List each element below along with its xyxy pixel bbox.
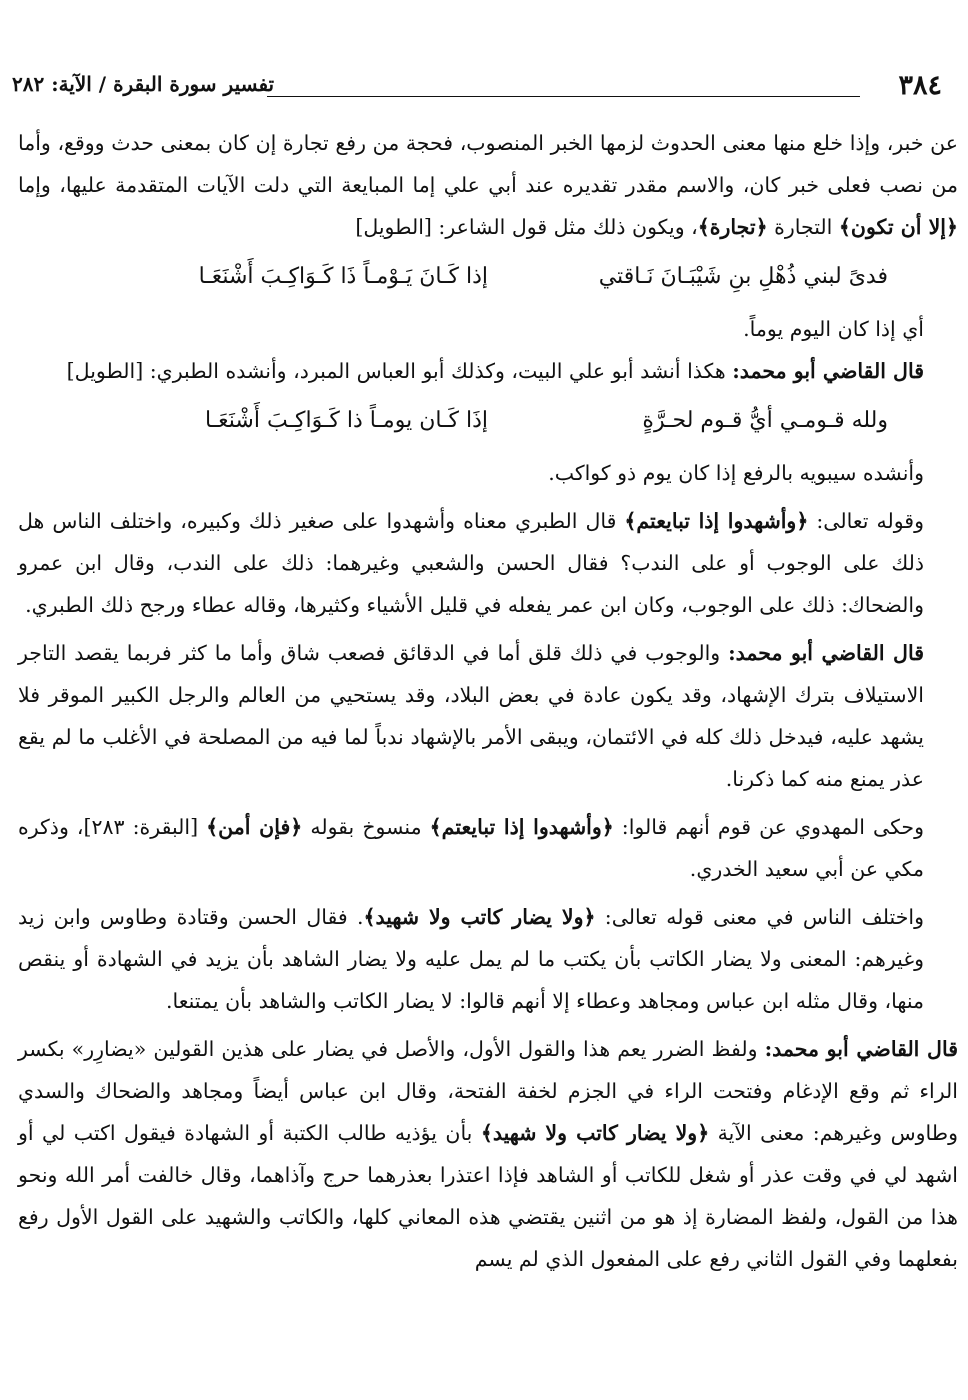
paragraph-5: [18, 500, 958, 626]
paragraph-8-text: . فقال الحسن وقتادة وطاوس وابن زيد وغيرهم: المعنى ولا يضار الكاتب بأن يكتب ما لم يمل عليه ولا يضار الشاهد بأن يزيد في الشهادة أو ينقص منها، وقال مثله ابن عباس ومجاهد وعطاء إلا أنهم قالوا: لا يضار الكاتب والشاهد بأن يمتنعا.: [18, 905, 924, 1013]
page-number: ٣٨٤: [898, 70, 942, 101]
verse-second-hemistich: إذا كَـانَ يَـوْمـاً ذَا كَـوَاكِـبَ أَشْنَعَـا: [198, 264, 488, 289]
paragraph-9: [18, 1028, 958, 1280]
paragraph-1: [18, 122, 958, 248]
page-body: [18, 122, 958, 1280]
paragraph-8-text: واختلف الناس في معنى قوله تعالى:: [595, 905, 924, 929]
paragraph-3-text: هكذا أنشد أبو علي البيت، وكذلك أبو العباس المبرد، وأنشده الطبري: [الطويل]: [66, 359, 733, 383]
paragraph-9-text: ولفظ الضرر يعم هذا والقول الأول، والأصل في يضار على هذين القولين «يضارِر» بكسر الراء ثم وقع الإدغام وفتحت الراء في الجزم لخفة الفتحة، وقال ابن عباس أيضاً ومجاهد والضحاك والسدي وطاوس وغيرهم: معنى الآية: [18, 1037, 959, 1145]
page-header: [12, 70, 952, 104]
running-title: تفسير سورة البقرة / الآية: ٢٨٢: [12, 72, 275, 96]
verse-first-hemistich: فدىً لبني ذُهْلِ بنِ شَيْبَـانَ نَـاقتي: [598, 264, 888, 289]
speaker-label: قال القاضي أبو محمد:: [732, 359, 924, 383]
quran-quote: ﴿وأشهدوا إذا تبايعتم﴾: [429, 815, 614, 839]
quran-quote: ﴿تجارة﴾: [697, 215, 768, 239]
poetry-verse-2: [18, 392, 958, 452]
paragraph-9-text: بأن يؤذيه طالب الكتبة أو الشهادة فيقول اكتب لي أو اشهد لي في وقت عذر أو شغل للكاتب أو الشاهد فإذا اعتذرا بعذرهما حرج وآذاهما، وقال خالفت أمر الله ونحو هذا من القول، ولفظ المضارة إذ هو من اثنين يقتضي هذه المعاني كلها، والكاتب والشهيد على القول الأول رفع بفعلهما وفي القول الثاني رفع على المفعول الذي لم يسم: [18, 1121, 958, 1271]
paragraph-1-text: عن خبر، وإذا خلع منها معنى الحدوث لزمها الخبر المنصوب، فحجة من رفع تجارة إن كان بمعنى حدث ووقع، وأما من نصب فعلى خبر كان، والاسم مقدر تقديره عند أبي علي إما المبايعة التي دلت الآيات المتقدمة عليها، وإما: [18, 131, 958, 197]
paragraph-6: [18, 632, 958, 800]
paragraph-7-text: وحكى المهدوي عن قوم أنهم قالوا:: [613, 815, 924, 839]
paragraph-7: [18, 806, 958, 890]
paragraph-7-text: منسوخ بقوله: [302, 815, 430, 839]
paragraph-4: وأنشده سيبويه بالرفع إذا كان يوم ذو كواكب.: [548, 461, 924, 485]
verse-second-hemistich: إذَا كَـان يومـاً ذا كَـوَاكِـبَ أَشْنَعَـا: [205, 408, 488, 433]
header-rule: [267, 96, 860, 97]
quran-quote: ﴿ولا يضار كاتب ولا شهيد﴾: [480, 1121, 710, 1145]
speaker-label: قال القاضي أبو محمد:: [728, 641, 924, 665]
verse-first-hemistich: ولله قـومـي أيُّ قـوم لحـرَّةٍ: [642, 408, 888, 433]
paragraph-8: [18, 896, 958, 1022]
quran-quote: ﴿ولا يضار كاتب ولا شهيد﴾: [363, 905, 596, 929]
quran-quote: ﴿فإن أمن﴾: [206, 815, 303, 839]
quran-quote: ﴿إلا أن تكون﴾: [838, 215, 958, 239]
paragraph-7-text: [البقرة: ٢٨٣]، وذكره مكي عن أبي سعيد الخدري.: [18, 815, 924, 881]
paragraph-3: [18, 350, 958, 392]
paragraph-6-text: والوجوب في ذلك قلق أما في الدقائق فصعب شاق وأما ما كثر فربما يقصد التاجر الاستيلاف بترك الإشهاد، وقد يكون عادة في بعض البلاد، وقد يستحيي من العالم والرجل الكبير الموقر فلا يشهد عليه، فيدخل ذلك كله في الائتمان، ويبقى الأمر بالإشهاد ندباً لما فيه من المصلحة في الأغلب ما لم يقع عذر يمنع منه كما ذكرنا.: [18, 641, 924, 791]
paragraph-5-text: قال الطبري معناه وأشهدوا على صغير ذلك وكبيره، واختلف الناس هل ذلك على الوجوب أو على الندب؟ فقال الحسن والشعبي وغيرهما: ذلك على الندب، وقال ابن عمرو والضحاك: ذلك على الوجوب، وكان ابن عمر يفعله في قليل الأشياء وكثيرها، وقاله عطاء ورجح ذلك الطبري.: [18, 509, 924, 617]
paragraph-5-text: وقوله تعالى:: [808, 509, 924, 533]
poetry-verse-1: [18, 248, 958, 308]
paragraph-1-text: التجارة: [767, 215, 839, 239]
paragraph-2: أي إذا كان اليوم يوماً.: [743, 317, 924, 341]
paragraph-1-text: ، ويكون ذلك مثل قول الشاعر: [الطويل]: [355, 215, 698, 239]
quran-quote: ﴿وأشهدوا إذا تبايعتم﴾: [624, 509, 809, 533]
speaker-label: قال القاضي أبو محمد:: [764, 1037, 958, 1061]
